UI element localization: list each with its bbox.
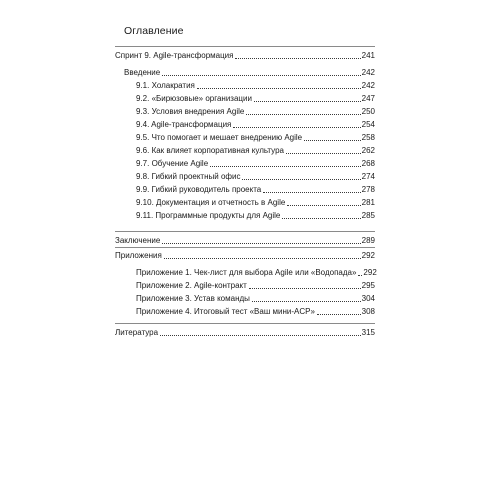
toc-entry-page: 258 [361, 133, 375, 142]
toc-entry-title: 9.5. Что помогает и мешает внедрению Agile [136, 133, 303, 142]
toc-leader [317, 314, 361, 315]
toc-entry-title: Приложение 1. Чек-лист для выбора Agile или «Водопада» [136, 268, 357, 277]
toc-entry[interactable] [136, 172, 375, 182]
toc-entry-title: Приложение 4. Итоговый тест «Ваш мини-ACP» [136, 307, 315, 316]
toc-entry-page: 278 [361, 185, 375, 194]
toc-leader [164, 258, 361, 259]
toc-leader [286, 153, 361, 154]
toc-entry-title: Литература [115, 328, 159, 337]
toc-entry-page: 304 [361, 294, 375, 303]
toc-leader [282, 218, 360, 219]
toc-entry-title: 9.6. Как влияет корпоративная культура [136, 146, 284, 155]
toc-entry-title: 9.1. Холакратия [136, 81, 195, 90]
toc-leader [210, 166, 360, 167]
toc-entry-title: Спринт 9. Agile-трансформация [115, 51, 234, 60]
toc-entry-page: 250 [361, 107, 375, 116]
toc-leader [235, 58, 360, 59]
toc-entry[interactable] [136, 146, 375, 156]
page-header-title: Оглавление [124, 25, 184, 37]
toc-entry-page: 242 [361, 81, 375, 90]
toc-entry-page: 308 [361, 307, 375, 316]
toc-entry-title: Введение [124, 68, 161, 77]
toc-entry[interactable] [136, 159, 375, 169]
toc-entry-title: Приложение 3. Устав команды [136, 294, 250, 303]
toc-leader [254, 101, 361, 102]
toc-entry[interactable] [136, 185, 375, 195]
toc-entry-title: Заключение [115, 236, 161, 245]
toc-entry-page: 292 [361, 251, 375, 260]
toc-entry-title: Приложение 2. Agile-контракт [136, 281, 247, 290]
toc-leader [358, 275, 362, 276]
toc-entry[interactable] [136, 94, 375, 104]
toc-entry-page: 292 [363, 268, 377, 277]
toc-entry-title: 9.4. Agile-трансформация [136, 120, 232, 129]
toc-entry[interactable] [136, 211, 375, 221]
toc-leader [160, 335, 361, 336]
toc-leader [162, 243, 360, 244]
toc-entry-conclusion[interactable] [115, 236, 375, 246]
toc-entry-title: 9.9. Гибкий руководитель проекта [136, 185, 262, 194]
toc-leader [233, 127, 360, 128]
toc-entry[interactable] [136, 281, 375, 291]
toc-entry[interactable] [136, 307, 375, 317]
toc-entry-page: 262 [361, 146, 375, 155]
toc-entry[interactable] [136, 268, 375, 278]
toc-entry-page: 295 [361, 281, 375, 290]
toc-entry[interactable] [136, 198, 375, 208]
toc-leader [252, 301, 361, 302]
toc-leader [246, 114, 360, 115]
toc-entry-title: 9.11. Программные продукты для Agile [136, 211, 281, 220]
toc-entry[interactable] [136, 107, 375, 117]
toc-leader [249, 288, 361, 289]
toc-entry-page: 254 [361, 120, 375, 129]
toc-entry-page: 281 [361, 198, 375, 207]
toc-entry-title: 9.3. Условия внедрения Agile [136, 107, 245, 116]
toc-leader [287, 205, 360, 206]
toc-entry[interactable] [136, 294, 375, 304]
toc-entry-page: 274 [361, 172, 375, 181]
toc-entry-title: 9.7. Обучение Agile [136, 159, 209, 168]
toc-leader [162, 75, 360, 76]
toc-entry-page: 315 [361, 328, 375, 337]
toc-leader [304, 140, 361, 141]
toc-entry-title: 9.10. Документация и отчетность в Agile [136, 198, 286, 207]
toc-entry[interactable] [136, 120, 375, 130]
toc-entry-page: 247 [361, 94, 375, 103]
toc-entry[interactable] [124, 68, 375, 78]
toc-entry-page: 242 [361, 68, 375, 77]
toc-entry-sprint[interactable] [115, 51, 375, 61]
toc-entry[interactable] [136, 133, 375, 143]
toc-leader [263, 192, 360, 193]
toc-leader [197, 88, 361, 89]
toc-entry-title: Приложения [115, 251, 162, 260]
toc-entry-page: 289 [361, 236, 375, 245]
toc-entry-page: 241 [361, 51, 375, 60]
toc-leader [242, 179, 360, 180]
toc-entry-page: 268 [361, 159, 375, 168]
toc-entry-appendices[interactable] [115, 251, 375, 261]
toc-entry-title: 9.8. Гибкий проектный офис [136, 172, 241, 181]
toc-entry-page: 285 [361, 211, 375, 220]
toc-entry-literature[interactable] [115, 328, 375, 338]
toc-entry[interactable] [136, 81, 375, 91]
toc-entry-title: 9.2. «Бирюзовые» организации [136, 94, 252, 103]
